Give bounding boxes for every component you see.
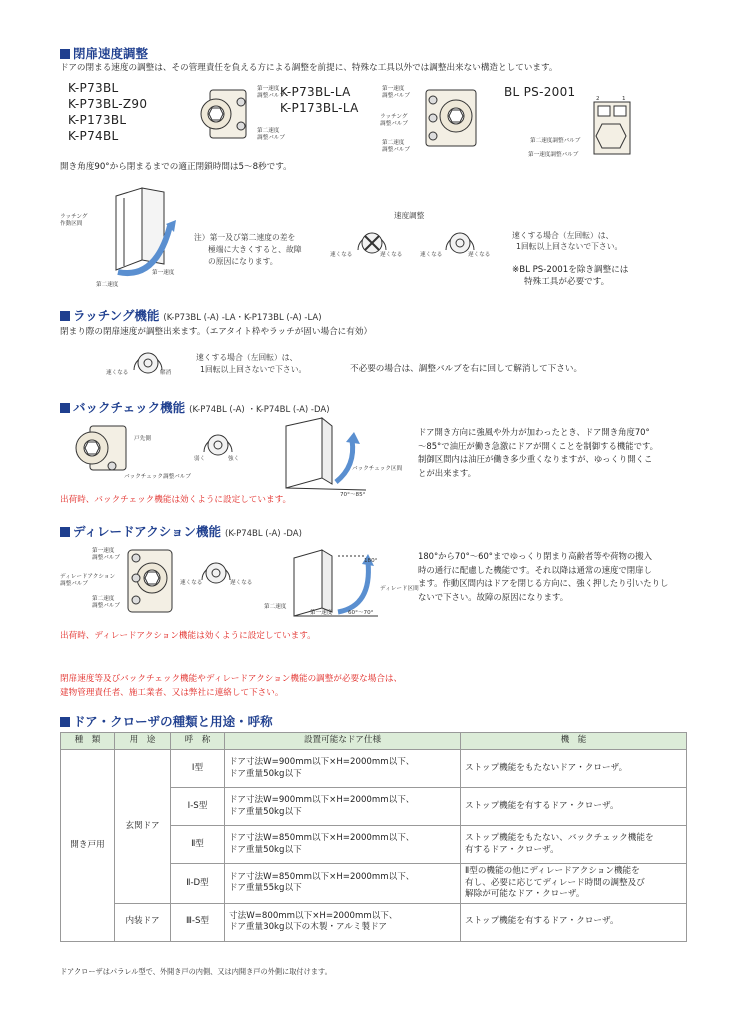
model-list-b [280, 84, 359, 116]
use-cell: 玄関ドア [115, 750, 171, 904]
heading-square-icon [60, 717, 70, 727]
table-header-row [61, 733, 687, 750]
valve2-label: 第二速度 調整バルブ [257, 128, 285, 141]
closing-speed-heading: 閉扉速度調整 [60, 44, 148, 62]
backcheck-door-diagram [276, 416, 386, 496]
table-header: 用 途 [115, 733, 171, 750]
heading-square-icon [60, 311, 70, 321]
type-name-cell: Ⅱ-D型 [171, 864, 225, 904]
heading-square-icon [60, 49, 70, 59]
special-tool-note: ※BL PS-2001を除き調整には 特殊工具が必要です。 [512, 265, 629, 287]
delayed-closer-illustration [124, 546, 176, 616]
da-valve-label: ディレードアクション 調整バルブ [60, 574, 116, 587]
table-header: 設置可能なドア仕様 [225, 733, 461, 750]
table-header: 呼 称 [171, 733, 225, 750]
delayed-zone-label: ディレード区間 [380, 586, 419, 592]
valve1-label-b: 第一速度 調整バルブ [382, 86, 410, 99]
closer-illustration-b [418, 86, 482, 150]
spec-cell: ドア寸法W=850mm以下×H=2000mm以下、 ドア重量50kg以下 [225, 826, 461, 864]
function-cell: ストップ機能をもたないドア・クローザ。 [461, 750, 687, 788]
da-valve2-label: 第二速度 調整バルブ [92, 596, 120, 609]
delayed-shipping-note: 出荷時、ディレードアクション機能は効くように設定しています。 [60, 631, 316, 641]
model-name: K-P173BL [68, 113, 127, 127]
latch-zone-label: ラッチング 作動区間 [60, 214, 88, 227]
closing-time-note: 開き角度90°から閉まるまでの適正閉鎖時間は5〜8秒です。 [60, 162, 292, 172]
heading-square-icon [60, 527, 70, 537]
faster-label: 速くなる [180, 580, 203, 586]
type-name-cell: Ⅲ-S型 [171, 903, 225, 941]
delayed-description: 180°から70°〜60°までゆっくり閉まり高齢者等や荷物の搬入 時の通行に配慮した機能です。それ以降は通常の速度で閉扉し ます。作動区間内はドアを閉じる方向に、強く押したり引いたりし ないで下さい。故障の原因になります。 [418, 551, 669, 602]
faster-label: 速くなる [330, 252, 353, 258]
kind-cell: 開き戸用 [61, 750, 115, 942]
function-cell: ストップ機能を有するドア・クローザ。 [461, 903, 687, 941]
backcheck-shipping-note: 出荷時、バックチェック機能は効くように設定しています。 [60, 495, 292, 505]
valve1-label: 第一速度 調整バルブ [257, 86, 285, 99]
model-name: K-P73BL-LA [280, 85, 351, 99]
valve-number-1: 1 [622, 96, 626, 102]
model-name: K-P173BL-LA [280, 101, 359, 115]
speed-difference-note: 注）第一及び第二速度の差を 極端に大きくすると、故障 の原因になります。 [194, 233, 302, 266]
backcheck-zone-label: バックチェック区間 [352, 466, 403, 472]
table-row [61, 750, 687, 788]
type-name-cell: Ⅰ型 [171, 750, 225, 788]
delayed-action-heading: ディレードアクション機能 (K-P74BL (-A) -DA) [60, 522, 302, 540]
slower-label: 遅くなる [230, 580, 253, 586]
spec-cell: ドア寸法W=900mm以下×H=2000mm以下、 ドア重量50kg以下 [225, 788, 461, 826]
strong-label: 強く [228, 456, 240, 462]
backcheck-valve-label: バックチェック調整バルブ [124, 474, 191, 480]
weak-label: 弱く [194, 456, 206, 462]
da-second-speed-label: 第二速度 [264, 604, 287, 610]
door-side-label: 戸先側 [134, 436, 151, 442]
valve2-c-label: 第二速度調整バルブ [530, 138, 581, 144]
valve-number-2: 2 [596, 96, 600, 102]
model-c: BL PS-2001 [504, 85, 576, 99]
backcheck-description: ドア開き方向に強風や外力が加わったとき、ドア開き角度70° 〜85°で油圧が働き急激にドアが開くことを制御する機能です。 制御区間内は油圧が働き多少重くなりますが、ゆっくり開くこ とが出来ます。 [418, 427, 659, 478]
spec-cell: ドア寸法W=900mm以下×H=2000mm以下、 ドア重量50kg以下 [225, 750, 461, 788]
latch-valve-label: ラッチング 調整バルブ [380, 114, 408, 127]
function-cell: Ⅱ型の機能の他にディレードアクション機能を 有し、必要に応じてディレード時間の調整及び 解除が可能なドア・クローザ。 [461, 864, 687, 904]
type-name-cell: Ⅱ型 [171, 826, 225, 864]
spec-cell: 寸法W=800mm以下×H=2000mm以下、 ドア重量30kg以下の木製・アルミ製ドア [225, 903, 461, 941]
type-name-cell: Ⅰ-S型 [171, 788, 225, 826]
slower-label: 遅くなる [380, 252, 403, 258]
valve1-c-label: 第一速度調整バルブ [528, 152, 579, 158]
model-name: K-P73BL [68, 81, 119, 95]
latching-unneeded-note: 不必要の場合は、調整バルブを右に回して解消して下さい。 [350, 364, 583, 374]
table-footnote: ドアクローザはパラレル型で、外開き戸の内側、又は内開き戸の外側に取付けます。 [60, 967, 332, 976]
fast-rotation-note: 速くする場合（左回転）は、 1回転以上回さないで下さい。 [512, 231, 623, 251]
latching-fast-note: 速くする場合（左回転）は、 1回転以上回さないで下さい。 [196, 353, 307, 374]
closing-speed-intro: ドアの閉まる速度の調整は、その管理責任を負える方による調整を前提に、特殊な工具以外では調整出来ない構造としています。 [60, 63, 558, 73]
speed-adjust-title: 速度調整 [394, 211, 425, 220]
closer-illustration-c [588, 94, 638, 156]
backcheck-closer-illustration [68, 420, 132, 480]
door-speed-diagram [96, 184, 192, 284]
spec-cell: ドア寸法W=850mm以下×H=2000mm以下、 ドア重量55kg以下 [225, 864, 461, 904]
da-valve1-label: 第一速度 調整バルブ [92, 548, 120, 561]
angle-180-label: 180° [364, 558, 378, 564]
model-name: K-P73BL-Z90 [68, 97, 148, 111]
latching-heading: ラッチング機能 (K-P73BL (-A) -LA・K-P173BL (-A) -LA) [60, 306, 322, 324]
contact-note: 閉扉速度等及びバックチェック機能やディレードアクション機能の調整が必要な場合は、 建物管理責任者、施工業者、又は弊社に連絡して下さい。 [60, 674, 403, 698]
release-label: 解消 [160, 370, 172, 376]
latching-description: 閉まり際の閉扉速度が調整出来ます。（エアタイト枠やラッチが固い場合に有効） [60, 327, 373, 337]
table-row [61, 903, 687, 941]
da-angle-label: 60°〜70° [348, 610, 374, 616]
second-speed-label: 第二速度 [96, 282, 119, 288]
first-speed-label: 第一速度 [152, 270, 175, 276]
backcheck-angle-label: 70°〜85° [340, 492, 366, 498]
table-header: 機 能 [461, 733, 687, 750]
heading-square-icon [60, 403, 70, 413]
faster-label: 速くなる [106, 370, 129, 376]
da-first-speed-label: 第一速度 [310, 610, 333, 616]
model-list-a [68, 80, 147, 144]
backcheck-heading: バックチェック機能 (K-P74BL (-A) ・K-P74BL (-A) -DA) [60, 398, 330, 416]
model-name: K-P74BL [68, 129, 119, 143]
use-cell: 内装ドア [115, 903, 171, 941]
closer-illustration-a [196, 84, 256, 144]
function-cell: ストップ機能を有するドア・クローザ。 [461, 788, 687, 826]
closer-types-table [60, 732, 687, 942]
slower-label: 遅くなる [468, 252, 491, 258]
function-cell: ストップ機能をもたない、バックチェック機能を 有するドア・クローザ。 [461, 826, 687, 864]
faster-label: 速くなる [420, 252, 443, 258]
types-heading: ドア・クローザの種類と用途・呼称 [60, 712, 273, 730]
table-header: 種 類 [61, 733, 115, 750]
valve2-label-b: 第二速度 調整バルブ [382, 140, 410, 153]
